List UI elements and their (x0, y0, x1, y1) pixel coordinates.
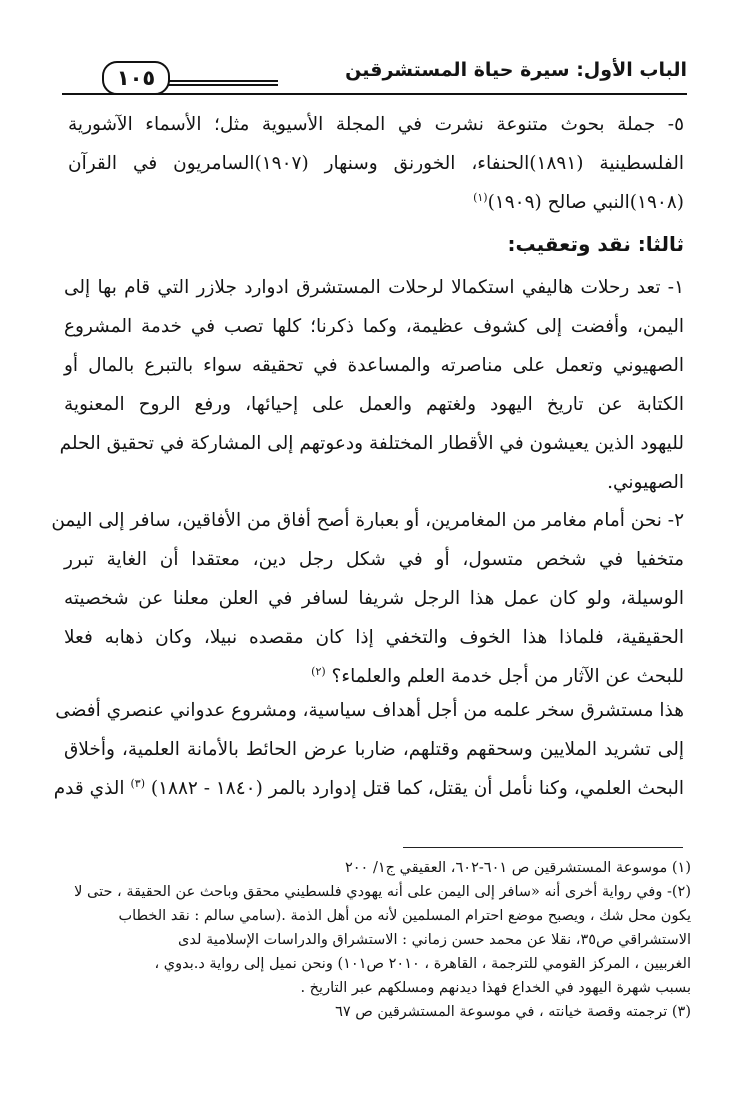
line-text: الذي قدم (53, 778, 125, 799)
line-text: (١٩٠٨)النبي صالح (١٩٠٩) (487, 192, 684, 213)
paragraph-line: الوسيلة، ولو كان عمل هذا الرجل شريفا لسافر في العلن معلنا عن شخصيته (64, 588, 684, 609)
paragraph-line (53, 769, 684, 808)
section-heading: ثالثا: نقد وتعقيب: (507, 232, 684, 256)
paragraph-line: ٥- جملة بحوث متنوعة نشرت في المجلة الأسيوية مثل؛ الأسماء الآشورية (68, 114, 684, 135)
footnote-line: يكون محل شك ، ويصبح موضع احترام المسلمين لأنه من أهل الذمة .(سامي سالم : نقد الخطاب (118, 908, 691, 924)
paragraph-line: الكتابة عن تاريخ اليهود ولغتهم والعمل على إحيائها، ورفع الروح المعنوية (64, 394, 684, 415)
header-rule (62, 93, 687, 95)
page-header (62, 58, 687, 98)
paragraph-line: ١- تعد رحلات هاليفي استكمالا لرحلات المستشرق ادوارد جلازر التي قام بها إلى (64, 277, 684, 298)
critique-point-1 (59, 268, 684, 502)
footnote-ref: (٢) (311, 664, 326, 678)
paragraph-line: الصهيوني وتعمل على مناصرته والمساعدة في تحقيقه سواء بالتبرع بالمال أو (64, 355, 684, 376)
paragraph-line: إلى تشريد الملايين وسحقهم وقتلهم، ضاربا عرض الحائط بالأمانة العلمية، وأخلاق (64, 739, 684, 760)
page-number: ١٠٥ (102, 61, 170, 95)
list-item-5 (68, 105, 684, 222)
header-ornament-rule (168, 84, 278, 86)
paragraph-line: لليهود الذين يعيشون في الأقطار المختلفة ودعوتهم إلى المشاركة في تحقيق الحلم (59, 433, 684, 454)
conclusion-paragraph (53, 691, 684, 808)
header-ornament-rule (168, 80, 278, 82)
paragraph-line: ٢- نحن أمام مغامر من المغامرين، أو بعبارة أصح أفاق من الأفاقين، سافر إلى اليمن (51, 510, 684, 531)
footnote-line: بسبب شهرة اليهود في الخداع فهذا ديدنهم ومسلكهم عبر التاريخ . (300, 980, 691, 996)
running-title: الباب الأول: سيرة حياة المستشرقين (345, 59, 687, 81)
paragraph-line: الفلسطينية (١٨٩١)الحنفاء، الخورنق وسنهار (١٩٠٧)السامريون في القرآن (68, 153, 685, 174)
footnote-line: الاستشراقي ص٣٥، نقلا عن محمد حسن زماني : الاستشراق والدراسات الإسلامية لدى (177, 932, 691, 948)
paragraph-line (68, 183, 684, 222)
footnote-ref: (١) (473, 190, 488, 204)
paragraph-line: الصهيوني. (607, 472, 684, 493)
footnote-line: (٢)- وفي رواية أخرى أنه «سافر إلى اليمن على أنه يهودي فلسطيني محقق وباحث عن الحقيقة ، حتى لا (74, 884, 691, 900)
line-text: للبحث عن الآثار من أجل خدمة العلم والعلماء؟ (331, 666, 684, 687)
footnote-separator (403, 847, 683, 848)
critique-point-2 (51, 501, 684, 696)
footnotes (59, 856, 691, 1024)
footnote-line: الغربيين ، المركز القومي للترجمة ، القاهرة ، ٢٠١٠ ص١٠١) ونحن نميل إلى رواية د.بدوي ، (154, 956, 691, 972)
footnote-line: (٣) ترجمته وقصة خيانته ، في موسوعة المستشرقين ص ٦٧ (335, 1004, 691, 1020)
paragraph-line: اليمن، وأفضت إلى كشوف عظيمة، وكما ذكرنا؛ كلها تصب في خدمة المشروع (64, 316, 684, 337)
paragraph-line: الحقيقية، فلماذا هذا الخوف والتخفي إذا كان مقصده نبيلا، وكان ذهابه فعلا (64, 627, 684, 648)
paragraph-line: هذا مستشرق سخر علمه من أجل أهداف سياسية، ومشروع عدواني عنصري أفضى (55, 700, 684, 721)
footnote-ref: (٣) (130, 776, 145, 790)
line-text: البحث العلمي، وكنا نأمل أن يقتل، كما قتل إدوارد بالمر (١٨٤٠ - ١٨٨٢) (150, 778, 684, 799)
paragraph-line: متخفيا في شخص متسول، أو في شكل رجل دين، معتقدا أن الغاية تبرر (64, 549, 684, 570)
footnote-line: (١) موسوعة المستشرقين ص ٦٠١-٦٠٢، العقيقي ج١/ ٢٠٠ (344, 860, 691, 876)
